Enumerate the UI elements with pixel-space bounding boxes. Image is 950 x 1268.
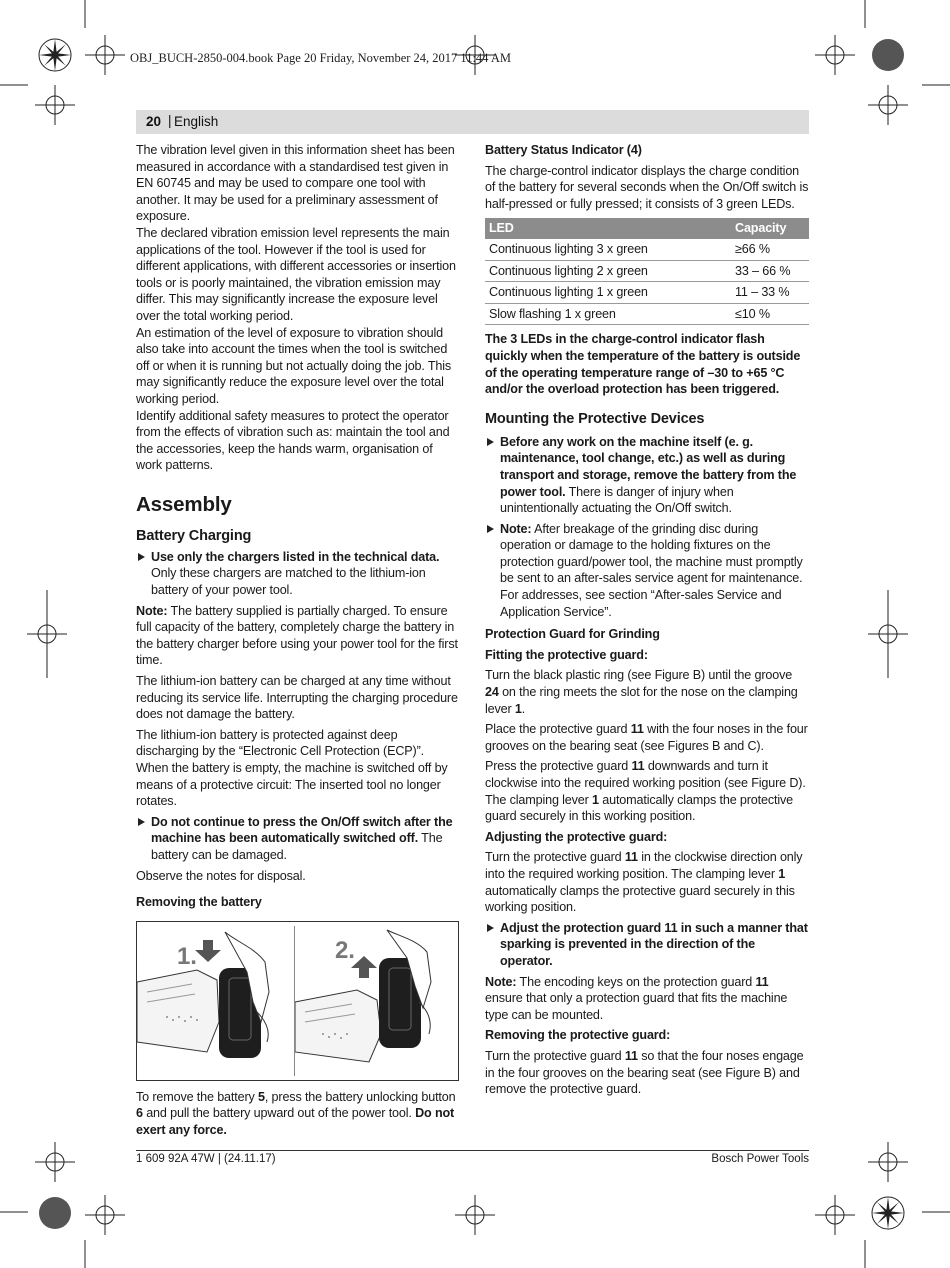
text: downwards and turn it clockwise into the required working position (see Figure D). The clamping lever [485, 759, 806, 807]
bullet-triangle-icon [487, 438, 494, 446]
footer-brand: Bosch Power Tools [711, 1153, 809, 1165]
registration-mark [868, 590, 908, 678]
subheading-battery-charging: Battery Charging [136, 527, 252, 544]
ref: 11 [630, 722, 644, 737]
left-column [136, 142, 459, 1143]
bullet-text: After breakage of the grinding disc during operation or damage to the holding fixtures on the protection guard/power tool, the machine must promptly be sent to an after-sales service agent for maintenance. For addresses, see section “After-sales Service and Application Service”. [500, 521, 803, 619]
paragraph: The lithium-ion battery is protected against deep discharging by the “Electronic Cell Protection (ECP)”. When the battery is empty, the machine is switched off by means of a protective circuit: The inserted tool no longer rotates. [136, 727, 448, 809]
text: with the four noses in the four grooves on the bearing seat (see Figures B and C). [485, 722, 808, 753]
table-cell: Continuous lighting 2 x green [485, 260, 731, 282]
table-cell: ≤10 % [731, 303, 809, 325]
registration-mark [27, 590, 67, 678]
caption-ref: 5 [258, 1089, 265, 1104]
step-1-label: 1. [177, 942, 197, 970]
arrow-down-icon [195, 940, 221, 962]
bullet-text: There is danger of injury when unintentionally actuating the On/Off switch. [500, 484, 734, 516]
figure-divider [294, 926, 295, 1076]
subheading-removing-battery: Removing the battery [136, 895, 262, 910]
table-row [485, 260, 809, 282]
bullet-bold: Adjust the protection guard 11 in such a manner that sparking is prevented in the direction of the operator. [500, 920, 808, 968]
subheading-protection-guard: Protection Guard for Grinding [485, 627, 660, 642]
header-separator: | [168, 113, 172, 128]
bullet-bold: Before any work on the machine itself (e. g. maintenance, tool change, etc.) as well as during transport and storage, remove the battery from the power tool. [500, 434, 797, 499]
caption-text: To remove the battery [136, 1089, 258, 1104]
text: Turn the black plastic ring (see Figure B) until the groove [485, 668, 793, 683]
paragraph [485, 849, 809, 915]
safety-bullet [485, 920, 809, 970]
table-row [485, 282, 809, 304]
column-header: Capacity [731, 218, 809, 239]
text: on the ring meets the slot for the nose on the clamping lever [485, 685, 798, 716]
text: automatically clamps the protective guard securely in this working position. [485, 883, 795, 915]
paragraph: The vibration level given in this information sheet has been measured in accordance with a standardised test given in EN 60745 and may be used to compare one tool with another. It may be used for a preliminary assessment of exposure. [136, 143, 455, 224]
battery-removal-illustration [137, 922, 458, 1080]
text: so that the four noses engage in the four grooves on the bearing seat (see Figure B) and remove the protective guard. [485, 1048, 804, 1097]
text: automatically clamps the protective guard securely in this working position. [485, 792, 793, 824]
paragraph [485, 721, 809, 754]
table-cell: 11 – 33 % [731, 282, 809, 304]
registration-mark [35, 85, 75, 125]
footer-doc-number: 1 609 92A 47W | (24.11.17) [136, 1153, 276, 1165]
text: in the clockwise direction only into the required working position. The clamping lever [485, 850, 803, 881]
note-paragraph [136, 603, 459, 669]
paragraph [485, 667, 809, 717]
led-capacity-table [485, 218, 809, 325]
ref: 24 [485, 685, 499, 700]
registration-mark [85, 35, 125, 75]
table-cell: Continuous lighting 1 x green [485, 282, 731, 304]
ref: 11 [624, 850, 638, 865]
ref: 1 [592, 792, 599, 807]
ref: 1 [778, 866, 786, 881]
paragraph: The lithium-ion battery can be charged at any time without reducing its service life. Interrupting the charging procedure does not damage the battery. [136, 674, 458, 722]
bullet-triangle-icon [138, 818, 145, 826]
table-header-row [485, 218, 809, 239]
note-paragraph [485, 974, 809, 1024]
color-target [872, 39, 904, 71]
bullet-bold: Do not continue to press the On/Off switch after the machine has been automatically switched off. [151, 814, 453, 846]
arrow-up-icon [351, 956, 377, 978]
caption-text: , press the battery unlocking button [264, 1089, 456, 1104]
footer-rule [136, 1150, 809, 1151]
color-target [39, 39, 71, 71]
bullet-triangle-icon [487, 924, 494, 932]
paragraph: Observe the notes for disposal. [136, 868, 306, 883]
caption-warning: Do not exert any force. [136, 1106, 455, 1137]
table-cell: 33 – 66 % [731, 260, 809, 282]
ref: 11 [624, 1048, 638, 1063]
right-column [485, 142, 809, 1102]
battery-removal-figure [136, 921, 459, 1081]
color-target [872, 1197, 904, 1229]
section-heading-assembly: Assembly [136, 492, 232, 516]
safety-bullet [485, 521, 809, 621]
ref: 1 [514, 701, 522, 716]
note-label: Note: [485, 974, 517, 989]
table-cell: ≥66 % [731, 239, 809, 260]
bullet-text: Only these chargers are matched to the lithium-ion battery of your power tool. [151, 566, 426, 598]
subheading-removing-guard: Removing the protective guard: [485, 1028, 671, 1043]
page-number: 20 [146, 114, 162, 129]
subheading-fitting: Fitting the protective guard: [485, 647, 648, 662]
registration-mark [815, 35, 855, 75]
text: ensure that only a protection guard that fits the machine type can be mounted. [485, 991, 788, 1022]
caption-text: and pull the battery upward out of the power tool. [142, 1106, 416, 1121]
ref: 11 [631, 759, 645, 774]
column-header: LED [485, 218, 731, 239]
text: Press the protective guard [485, 759, 632, 774]
paragraph [485, 1048, 809, 1098]
text: Place the protective guard [485, 722, 631, 737]
registration-mark [85, 1195, 125, 1235]
text: Turn the protective guard [485, 850, 625, 865]
paragraph: The declared vibration emission level represents the main applications of the tool. However if the tool is used for different applications, with different accessories or insertion tools or is poorly maintained, the vibration emission may differ. This may significantly increase the exposure level over the total working period. [136, 225, 456, 323]
note-label: Note: [136, 603, 168, 618]
safety-bullet [485, 434, 809, 517]
header-language: English [174, 114, 219, 129]
paragraph [485, 758, 809, 824]
table-cell: Continuous lighting 3 x green [485, 239, 731, 260]
note-text: The battery supplied is partially charged. To ensure full capacity of the battery, completely charge the battery in the battery charger before using your power tool for the first time. [136, 603, 458, 668]
paragraph: The charge-control indicator displays the charge condition of the battery for several seconds when the On/Off switch is half-pressed or fully pressed; it consists of 3 green LEDs. [485, 163, 809, 211]
bullet-text: The battery can be damaged. [151, 831, 443, 862]
registration-mark [815, 1195, 855, 1235]
safety-bullet [136, 549, 459, 599]
paragraph: An estimation of the level of exposure to vibration should also take into account the times when the tool is switched off or when it is running but not actually doing the job. This may significantly reduce the exposure level over the total working period. [136, 325, 452, 406]
bullet-triangle-icon [487, 525, 494, 533]
subheading-mounting: Mounting the Protective Devices [485, 410, 705, 427]
ref: 11 [755, 974, 769, 989]
page-header [136, 110, 809, 134]
warning-paragraph: The 3 LEDs in the charge-control indicator flash quickly when the temperature of the battery is outside of the operating temperature range of –30 to +65 °C and/or the overload protection has been triggered. [485, 332, 801, 397]
safety-bullet [136, 814, 459, 864]
subheading-adjusting: Adjusting the protective guard: [485, 829, 668, 844]
table-row [485, 239, 809, 260]
registration-mark [35, 1142, 75, 1182]
figure-caption [136, 1089, 459, 1139]
bullet-triangle-icon [138, 553, 145, 561]
bullet-bold: Use only the chargers listed in the technical data. [151, 549, 440, 564]
paragraph: Identify additional safety measures to protect the operator from the effects of vibration such as: maintain the tool and the accessories, keep the hands warm, organisation of work patterns. [136, 408, 450, 473]
print-slug: OBJ_BUCH-2850-004.book Page 20 Friday, November 24, 2017 11:44 AM [130, 51, 511, 65]
bullet-bold: Note: [500, 521, 532, 536]
registration-mark [868, 85, 908, 125]
color-target [39, 1197, 71, 1229]
caption-ref: 6 [136, 1106, 143, 1121]
subheading-battery-status: Battery Status Indicator (4) [485, 143, 642, 157]
step-2-label: 2. [335, 936, 355, 964]
text: The encoding keys on the protection guard [516, 974, 756, 989]
text: . [521, 701, 526, 716]
registration-mark [455, 1195, 495, 1235]
table-row [485, 303, 809, 325]
text: Turn the protective guard [485, 1048, 625, 1063]
table-cell: Slow flashing 1 x green [485, 303, 731, 325]
registration-mark [868, 1142, 908, 1182]
